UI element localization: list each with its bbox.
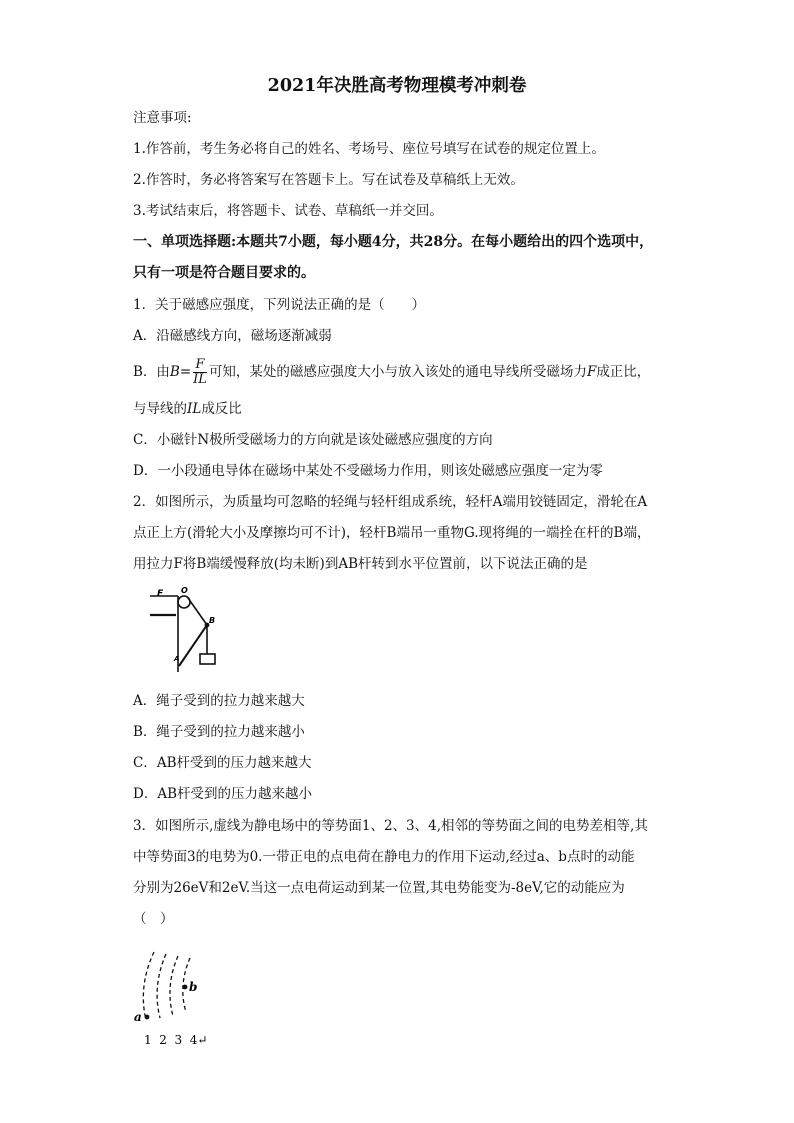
q2-option-d: D．AB杆受到的压力越来越小 (133, 786, 312, 802)
q1-option-c: C．小磁针N极所受磁场力的方向就是该处磁感应强度的方向 (133, 432, 493, 448)
equipotential-numbers: 1 2 3 4↵ (144, 1033, 208, 1047)
page-title: 2021年决胜高考物理模考冲刺卷 (267, 76, 527, 96)
q1-option-d: D．一小段通电导体在磁场中某处不受磁场力作用，则该处磁感应强度一定为零 (133, 463, 603, 479)
label-a: a (134, 1010, 142, 1024)
fraction-denominator: IL (193, 372, 207, 387)
label-b: b (189, 980, 198, 994)
point-a-dot (145, 1015, 150, 1020)
q2-pulley-figure (148, 588, 248, 678)
label-a: A (174, 655, 180, 663)
q2-option-b: B．绳子受到的拉力越来越小 (133, 724, 305, 740)
q1-option-b-cont (133, 400, 242, 418)
weight-block (200, 654, 215, 664)
q1-b-var-il: IL (187, 401, 202, 417)
q1-b-prefix: B．由 (133, 364, 170, 380)
point-b-dot (183, 985, 188, 990)
q1-b-formula-lhs: B= (169, 364, 192, 380)
q2-stem-line3: 用拉力F将B端缓慢释放(均未断)到AB杆转到水平位置前，以下说法正确的是 (133, 556, 588, 572)
rope-to-b (188, 598, 207, 625)
q1-b-suffix: 成正比， (596, 364, 651, 380)
q2-option-a: A．绳子受到的拉力越来越大 (133, 693, 305, 709)
notes-heading: 注意事项: (133, 110, 192, 126)
label-b: B (209, 616, 216, 625)
q1-b-line2-suffix: 成反比 (201, 401, 242, 417)
q3-stem-line1: 3．如图所示,虚线为静电场中的等势面1、2、3、4,相邻的等势面之间的电势差相等,其 (133, 818, 648, 834)
q1-option-a: A．沿磁感线方向，磁场逐渐减弱 (133, 328, 332, 344)
q1-option-b (133, 355, 650, 389)
q3-stem-line2: 中等势面3的电势为0.一带正电的点电荷在静电力的作用下运动,经过a、b点时的动能 (133, 849, 635, 865)
q1-b-var-f: F (586, 364, 597, 380)
note-item: 2.作答时，务必将答案写在答题卡上。写在试卷及草稿纸上无效。 (133, 172, 524, 188)
q1-b-line2-prefix: 与导线的 (133, 401, 187, 417)
q2-stem-line2: 点正上方(滑轮大小及摩擦均可不计)，轻杆B端吊一重物G.现将绳的一端拴在杆的B端， (133, 525, 651, 541)
pulley-wheel-icon (178, 596, 190, 608)
note-item: 1.作答前，考生务必将自己的姓名、考场号、座位号填写在试卷的规定位置上。 (133, 141, 605, 157)
section-heading-cont: 只有一项是符合题目要求的。 (133, 265, 315, 281)
q1-stem: 1．关于磁感应强度，下列说法正确的是（ ） (133, 297, 426, 313)
fraction-numerator: F (193, 358, 207, 373)
section-heading: 一、单项选择题:本题共7小题，每小题4分，共28分。在每小题给出的四个选项中， (133, 234, 654, 250)
equipotential-line-1 (143, 952, 154, 1020)
q2-stem-line1: 2．如图所示，为质量均可忽略的轻绳与轻杆组成系统，轻杆A端用铰链固定，滑轮在A (133, 494, 648, 510)
q3-stem-line4: （ ） (133, 911, 174, 927)
label-f: F (157, 589, 164, 599)
rod-ab (179, 625, 207, 666)
equipotential-line-3 (170, 956, 178, 1016)
q1-b-mid: 可知，某处的磁感应强度大小与放入该处的通电导线所受磁场力 (208, 364, 587, 380)
note-item: 3.考试结束后，将答题卡、试卷、草稿纸一并交回。 (133, 203, 443, 219)
q1-b-fraction (193, 358, 207, 387)
q2-option-c: C．AB杆受到的压力越来越大 (133, 755, 312, 771)
q3-stem-line3: 分别为26eV和2eV.当这一点电荷运动到某一位置,其电势能变为-8eV,它的动能应为 (133, 880, 625, 896)
label-o: O (181, 586, 188, 595)
equipotential-line-2 (157, 954, 166, 1018)
q3-equipotential-figure (132, 946, 222, 1046)
